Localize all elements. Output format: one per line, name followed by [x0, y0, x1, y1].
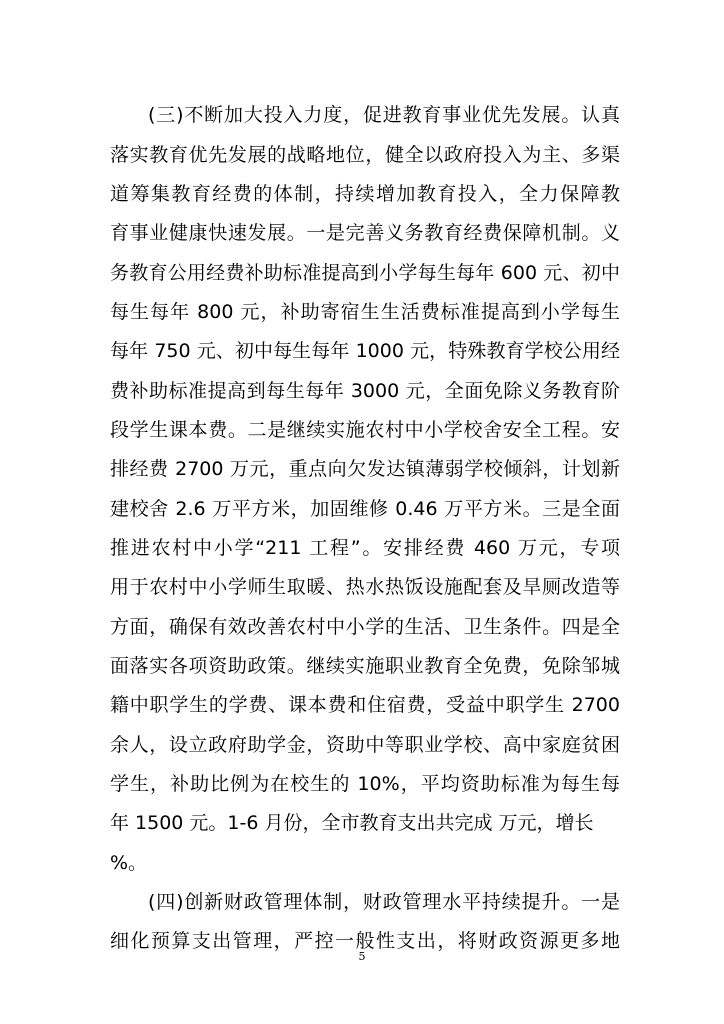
- paragraph-3-line-16: 籍中职学生的学费、课本费和住宿费，受益中职学生 2700: [110, 694, 620, 716]
- paragraph-4-line-1: (四)创新财政管理体制，财政管理水平持续提升。一是: [148, 891, 620, 913]
- paragraph-3-line-11: 建校舍 2.6 万平方米，加固维修 0.46 万平方米。三是全面: [110, 498, 620, 520]
- paragraph-3-line-20: %。: [110, 852, 148, 874]
- paragraph-4-line-2: 细化预算支出管理，严控一般性支出，将财政资源更多地: [110, 930, 620, 952]
- paragraph-3-line-19: 年 1500 元。1-6 月份，全市教育支出共完成 万元，增长: [110, 812, 594, 834]
- paragraph-3-line-15: 面落实各项资助政策。继续实施职业教育全免费，免除邹城: [110, 655, 620, 677]
- paragraph-3-line-13: 用于农村中小学师生取暖、热水热饭设施配套及旱厕改造等: [110, 576, 620, 598]
- paragraph-3-line-9: 段学生课本费。二是继续实施农村中小学校舍安全工程。安: [110, 419, 620, 441]
- paragraph-3-line-5: 务教育公用经费补助标准提高到小学每生每年 600 元、初中: [110, 262, 620, 284]
- paragraph-3-line-1: (三)不断加大投入力度，促进教育事业优先发展。认真: [148, 104, 620, 126]
- paragraph-3-line-8: 费补助标准提高到每生每年 3000 元，全面免除义务教育阶: [110, 380, 620, 402]
- paragraph-3-line-10: 排经费 2700 万元，重点向欠发达镇薄弱学校倾斜，计划新: [110, 458, 620, 480]
- paragraph-3-line-6: 每生每年 800 元，补助寄宿生生活费标准提高到小学每生: [110, 301, 620, 323]
- paragraph-3-line-7: 每年 750 元、初中每生每年 1000 元，特殊教育学校公用经: [110, 340, 620, 362]
- page-number: 5: [358, 950, 366, 963]
- paragraph-3-line-2: 落实教育优先发展的战略地位，健全以政府投入为主、多渠: [110, 144, 620, 166]
- paragraph-3-line-3: 道筹集教育经费的体制，持续增加教育投入，全力保障教: [110, 183, 620, 205]
- paragraph-3-line-18: 学生，补助比例为在校生的 10%，平均资助标准为每生每: [110, 773, 620, 795]
- paragraph-3-line-14: 方面，确保有效改善农村中小学的生活、卫生条件。四是全: [110, 616, 620, 638]
- paragraph-3-line-12: 推进农村中小学“211 工程”。安排经费 460 万元，专项: [110, 537, 620, 559]
- paragraph-3-line-17: 余人，设立政府助学金，资助中等职业学校、高中家庭贫困: [110, 734, 620, 756]
- paragraph-3-line-4: 育事业健康快速发展。一是完善义务教育经费保障机制。义: [110, 222, 620, 244]
